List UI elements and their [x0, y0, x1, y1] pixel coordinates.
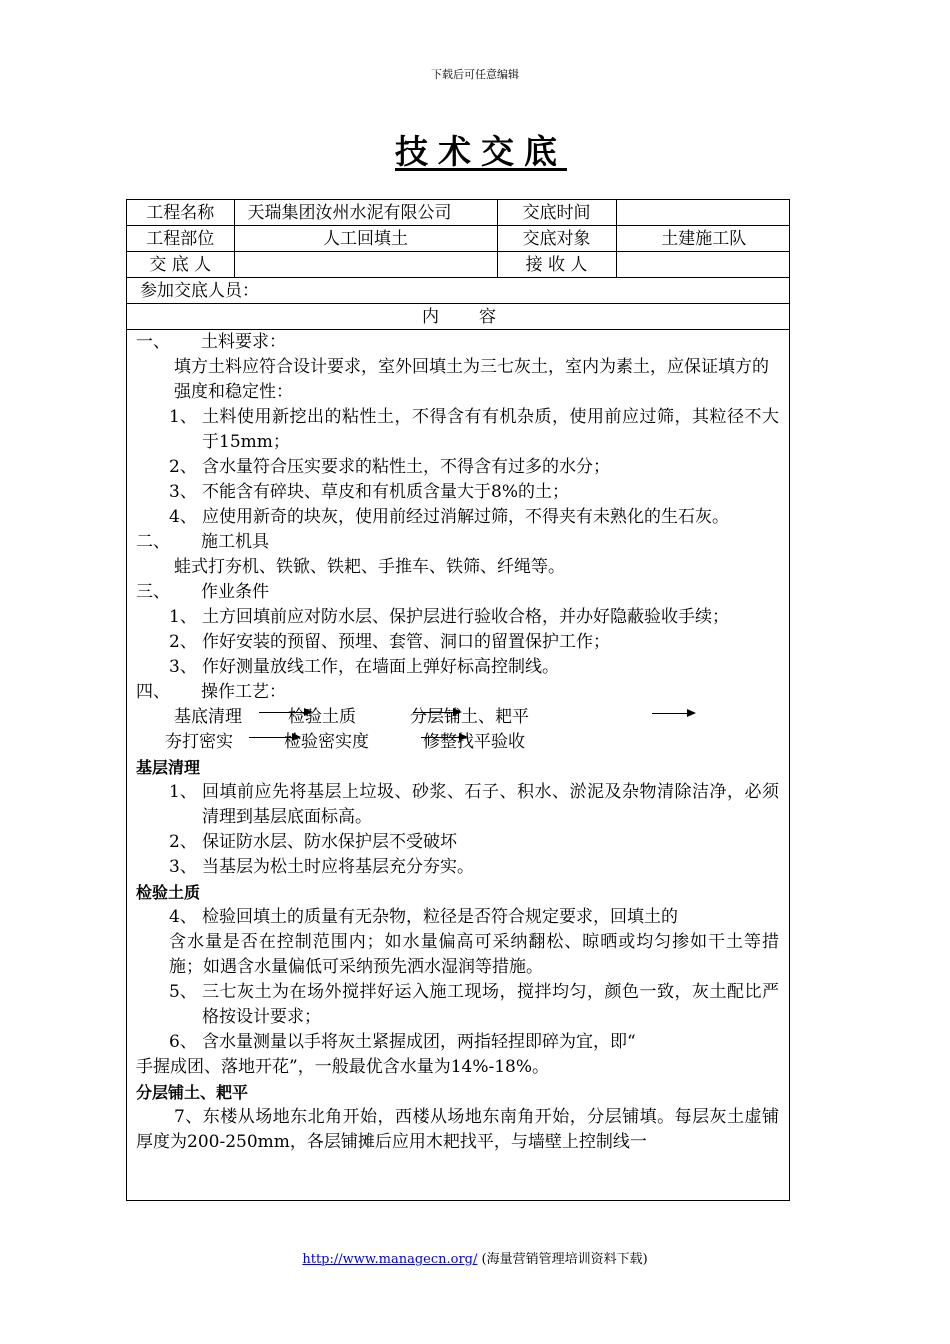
- paragraph: 填方土料应符合设计要求，室外回填土为三七灰土，室内为素土，应保证填方的强度和稳定性：: [174, 357, 769, 402]
- giver-label: 交 底 人: [127, 252, 234, 278]
- list-item: [136, 630, 779, 655]
- part-value: 人工回填土: [234, 226, 497, 252]
- section-number: 一、: [136, 332, 170, 352]
- list-item: [136, 480, 779, 505]
- section-title: 操作工艺：: [201, 682, 286, 702]
- footer: [0, 1248, 950, 1267]
- receiver-value[interactable]: [616, 252, 790, 278]
- list-item: [136, 1030, 779, 1055]
- part-label: 工程部位: [127, 226, 234, 252]
- item-number: 2、: [169, 457, 197, 477]
- section-number: 三、: [136, 582, 170, 602]
- item-number: 1、: [169, 782, 197, 802]
- footer-link[interactable]: http://www.managecn.org/: [302, 1252, 478, 1267]
- target-value: 土建施工队: [616, 226, 790, 252]
- item-text: 应使用新奇的块灰，使用前经过消解过筛，不得夹有未熟化的生石灰。: [202, 507, 729, 527]
- flow-step: 分层铺土、耙平: [410, 707, 529, 727]
- project-name-label: 工程名称: [127, 200, 234, 226]
- table-row: [127, 252, 790, 278]
- item-number: 2、: [169, 632, 197, 652]
- table-row: [127, 304, 790, 330]
- content-body: [127, 330, 789, 1155]
- list-item: [136, 455, 779, 480]
- section-number: 四、: [136, 682, 170, 702]
- content-label: 内容: [127, 304, 790, 330]
- flow-step: 基底清理: [174, 707, 242, 727]
- list-item: [136, 830, 779, 855]
- table-row: [127, 226, 790, 252]
- section-number: 二、: [136, 532, 170, 552]
- item-text: 作好安装的预留、预埋、套管、洞口的留置保护工作；: [202, 632, 610, 652]
- flow-step: 夯打密实: [165, 732, 233, 752]
- giver-value[interactable]: [234, 252, 497, 278]
- flow-step: 检验密实度: [284, 732, 369, 752]
- list-item: [136, 905, 779, 930]
- item-text: 回填前应先将基层上垃圾、砂浆、石子、积水、淤泥及杂物清除洁净，必须清理到基层底面标高。: [202, 782, 779, 827]
- disclosure-form: [126, 199, 790, 1201]
- paragraph: 7、东楼从场地东北角开始，西楼从场地东南角开始，分层铺填。每层灰土虚铺厚度为200-250mm，各层铺摊后应用木耙找平，与墙壁上控制线一: [136, 1107, 779, 1152]
- subsection-heading: 分层铺土、耙平: [136, 1083, 249, 1102]
- section-heading: [136, 330, 779, 355]
- item-number: 2、: [169, 832, 197, 852]
- item-text: 保证防水层、防水保护层不受破坏: [202, 832, 457, 852]
- item-number: 1、: [169, 607, 197, 627]
- time-value[interactable]: [616, 200, 790, 226]
- footer-note: (海量营销管理培训资料下载): [477, 1252, 648, 1267]
- paragraph: 蛙式打夯机、铁锨、铁耙、手推车、铁筛、纤绳等。: [174, 557, 565, 577]
- section-heading: [136, 580, 779, 605]
- section-heading: [136, 530, 779, 555]
- project-name-value: 天瑞集团汝州水泥有限公司: [234, 200, 497, 226]
- item-text: 检验回填土的质量有无杂物，粒径是否符合规定要求，回填土的: [202, 907, 678, 927]
- process-flow-row-2: [136, 730, 779, 755]
- list-item: [136, 405, 779, 455]
- item-number: 3、: [169, 657, 197, 677]
- item-text: 不能含有碎块、草皮和有机质含量大于8%的土；: [202, 482, 569, 502]
- item-number: 6、: [169, 1032, 197, 1052]
- document-title: 技术交底: [395, 132, 567, 171]
- item-text: 三七灰土为在场外搅拌好运入施工现场，搅拌均匀，颜色一致，灰土配比严格按设计要求；: [202, 982, 779, 1027]
- section-title: 施工机具: [201, 532, 269, 552]
- list-item: [136, 655, 779, 680]
- list-item: [136, 980, 779, 1030]
- receiver-label: 接 收 人: [497, 252, 616, 278]
- item-text: 土料使用新挖出的粘性土，不得含有有机杂质，使用前应过筛，其粒径不大于15mm；: [202, 407, 779, 452]
- item-number: 4、: [169, 907, 197, 927]
- list-item: [136, 505, 779, 530]
- item-number: 1、: [169, 407, 197, 427]
- header-note: 下载后可任意编辑: [431, 68, 519, 81]
- target-label: 交底对象: [497, 226, 616, 252]
- item-number: 3、: [169, 482, 197, 502]
- flow-step: 修整找平验收: [423, 732, 525, 752]
- subsection-heading: 基层清理: [136, 758, 201, 777]
- arrow-right-icon: [652, 713, 694, 714]
- flow-step: 检验土质: [288, 707, 356, 727]
- item-text: 当基层为松土时应将基层充分夯实。: [202, 857, 474, 877]
- item-text: 作好测量放线工作，在墙面上弹好标高控制线。: [202, 657, 559, 677]
- info-table: [127, 200, 790, 330]
- time-label: 交底时间: [497, 200, 616, 226]
- list-item: [136, 605, 779, 630]
- section-title: 土料要求：: [201, 332, 286, 352]
- table-row: [127, 200, 790, 226]
- participants-label: 参加交底人员：: [127, 278, 790, 304]
- section-heading: [136, 680, 779, 705]
- paragraph: 手握成团、落地开花”，一般最优含水量为14%-18%。: [136, 1057, 550, 1077]
- list-item: [136, 780, 779, 830]
- list-item: [136, 855, 779, 880]
- item-number: 3、: [169, 857, 197, 877]
- section-title: 作业条件: [201, 582, 269, 602]
- item-number: 4、: [169, 507, 197, 527]
- item-text: 含水量测量以手将灰土紧握成团，两指轻捏即碎为宜，即“: [202, 1032, 636, 1052]
- process-flow-row-1: [136, 705, 779, 730]
- item-number: 5、: [169, 982, 197, 1002]
- item-text: 土方回填前应对防水层、保护层进行验收合格，并办好隐蔽验收手续；: [202, 607, 729, 627]
- item-text: 含水量符合压实要求的粘性土，不得含有过多的水分；: [202, 457, 610, 477]
- paragraph: 含水量是否在控制范围内；如水量偏高可采纳翻松、晾晒或均匀掺如干土等措施；如遇含水量偏低可采纳预先洒水湿润等措施。: [169, 932, 779, 977]
- table-row: [127, 278, 790, 304]
- subsection-heading: 检验土质: [136, 883, 201, 902]
